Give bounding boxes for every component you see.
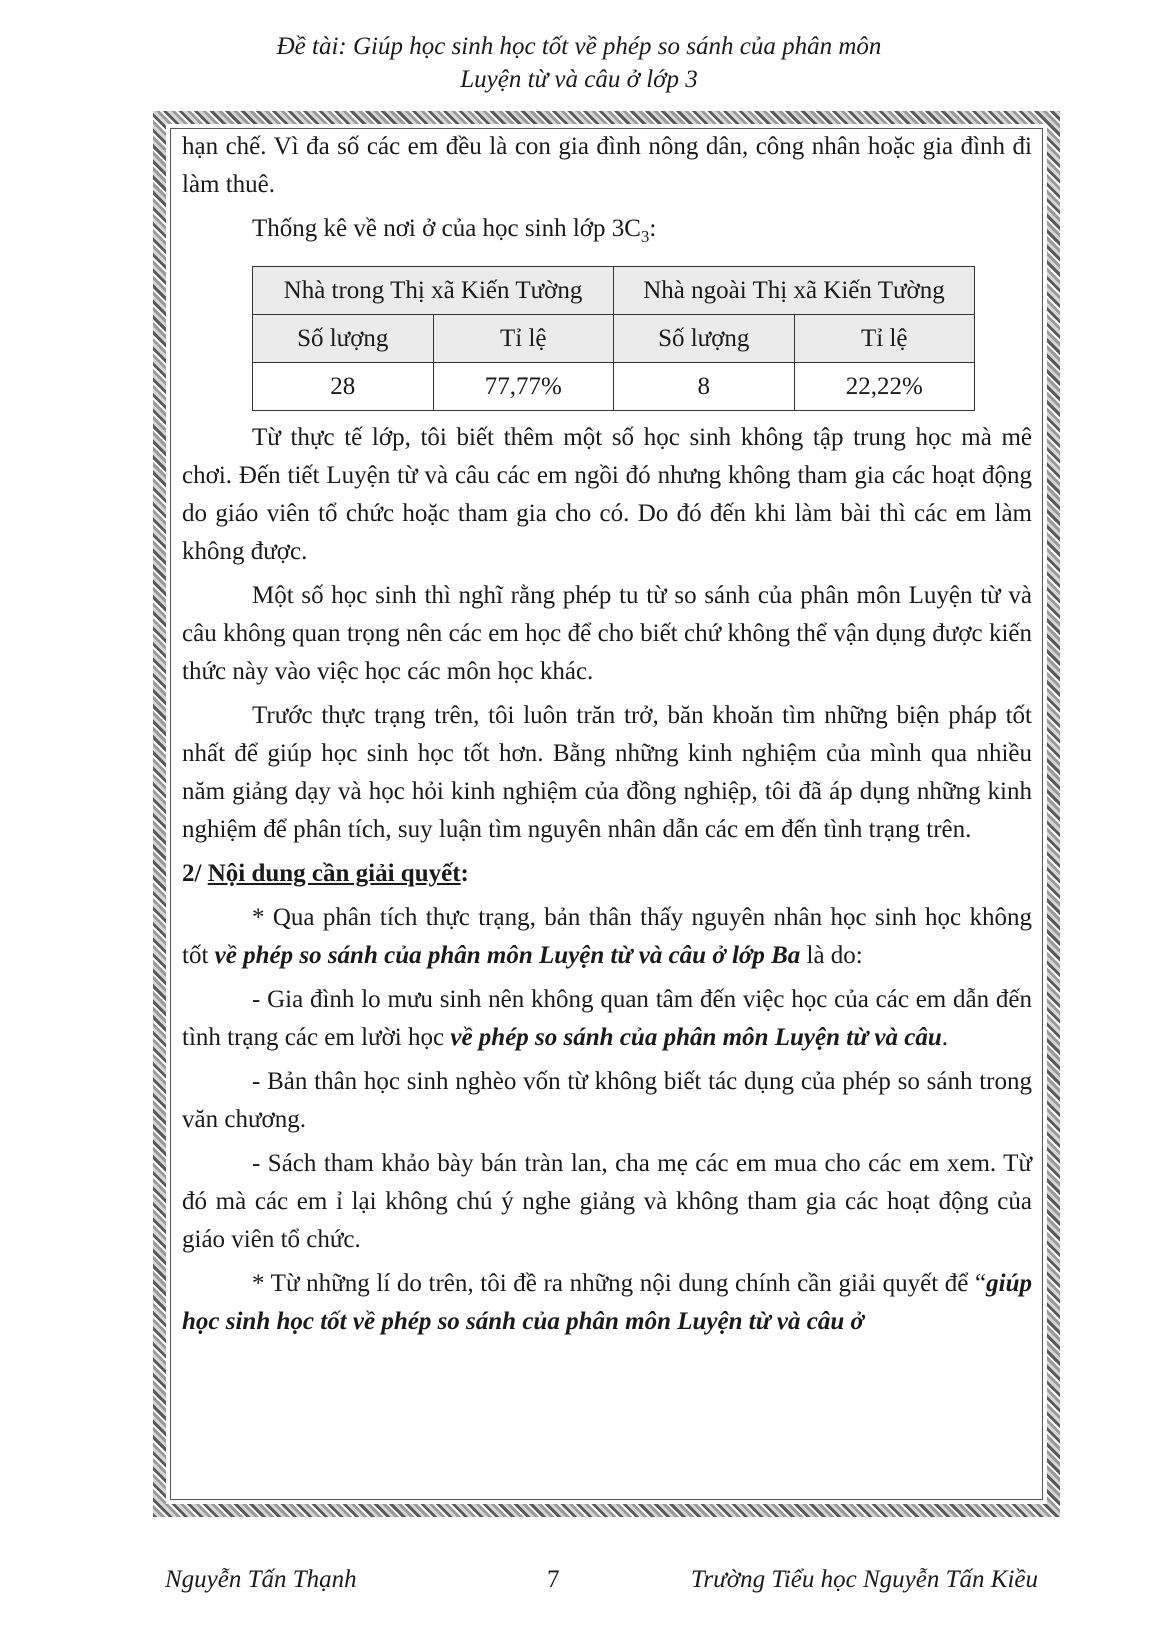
- paragraph-2: Từ thực tế lớp, tôi biết thêm một số học sinh không tập trung học mà mê chơi. Đến tiết Luyện từ và câu các em ngồi đó nhưng không tham gia các hoạt động do giáo viên tổ chức hoặc tham gia cho có. Do đó đến khi làm bài thì các em làm không được.: [182, 424, 1032, 565]
- paragraph-5-emphasis: về phép so sánh của phân môn Luyện từ và câu ở lớp Ba: [214, 942, 801, 969]
- paragraph-9: [182, 1265, 1032, 1341]
- stat-intro-text: Thống kê về nơi ở của học sinh lớp 3C: [252, 215, 641, 242]
- footer-page-number: 7: [547, 1566, 560, 1593]
- table-group-inside: Nhà trong Thị xã Kiến Tường: [253, 267, 614, 315]
- paragraph-6: [182, 981, 1032, 1057]
- paragraph-9-emphasis: giúp học sinh học tốt về phép so sánh của phân môn Luyện từ và câu ở: [182, 1270, 1032, 1335]
- table-group-outside: Nhà ngoài Thị xã Kiến Tường: [614, 267, 975, 315]
- paragraph-7: - Bản thân học sinh nghèo vốn từ không biết tác dụng của phép so sánh trong văn chương.: [182, 1068, 1032, 1133]
- table-cell: 28: [253, 363, 434, 411]
- table-cell: 8: [614, 363, 795, 411]
- paragraph-4: Trước thực trạng trên, tôi luôn trăn trở, băn khoăn tìm những biện pháp tốt nhất để giúp học sinh học tốt hơn. Bằng những kinh nghiệm của mình qua nhiều năm giảng dạy và học hỏi kinh nghiệm của đồng nghiệp, tôi đã áp dụng những kinh nghiệm để phân tích, suy luận tìm nguyên nhân dẫn các em đến tình trạng trên.: [182, 702, 1032, 843]
- document-body: [182, 128, 1032, 1341]
- stat-intro-colon: :: [649, 215, 657, 242]
- table-col-ratio-1: Tỉ lệ: [433, 315, 614, 363]
- section-number: 2/: [182, 860, 208, 887]
- residence-table-wrap: [252, 266, 1032, 411]
- paragraph-1: hạn chế. Vì đa số các em đều là con gia đình nông dân, công nhân hoặc gia đình đi làm thuê.: [182, 133, 1032, 198]
- table-col-count-2: Số lượng: [614, 315, 795, 363]
- footer-author: Nguyễn Tấn Thạnh: [165, 1566, 357, 1593]
- paragraph-6-text: - Gia đình lo mưu sinh nên không quan tâm đến việc học của các em dẫn đến tình trạng các em lười học: [182, 986, 1032, 1051]
- page-header: [0, 30, 1158, 96]
- section-heading: [182, 855, 1032, 893]
- paragraph-6-end: .: [941, 1024, 949, 1051]
- header-line-1: Đề tài: Giúp học sinh học tốt về phép so sánh của phân môn: [276, 33, 882, 60]
- table-col-count-1: Số lượng: [253, 315, 434, 363]
- footer-school: Trường Tiểu học Nguyễn Tấn Kiều: [690, 1566, 1038, 1593]
- paragraph-5-end: là do:: [800, 942, 863, 969]
- table-row: [253, 363, 975, 411]
- section-title: Nội dung cần giải quyết: [207, 860, 461, 887]
- table-col-ratio-2: Tỉ lệ: [794, 315, 975, 363]
- paragraph-6-emphasis: về phép so sánh của phân môn Luyện từ và câu: [450, 1024, 942, 1051]
- paragraph-3: Một số học sinh thì nghĩ rằng phép tu từ so sánh của phân môn Luyện từ và câu không quan trọng nên các em học để cho biết chứ không thể vận dụng được kiến thức này vào việc học các môn học khác.: [182, 582, 1032, 685]
- stat-intro-subscript: 3: [640, 227, 650, 246]
- section-colon: :: [460, 860, 469, 887]
- paragraph-9-text: * Từ những lí do trên, tôi đề ra những nội dung chính cần giải quyết để “: [252, 1270, 987, 1297]
- paragraph-8: - Sách tham khảo bày bán tràn lan, cha mẹ các em mua cho các em xem. Từ đó mà các em ỉ lại không chú ý nghe giảng và không tham gia các hoạt động của giáo viên tổ chức.: [182, 1150, 1032, 1253]
- table-subheader-row: [253, 315, 975, 363]
- table-cell: 77,77%: [433, 363, 614, 411]
- header-line-2: Luyện từ và câu ở lớp 3: [460, 66, 698, 93]
- paragraph-5: [182, 899, 1032, 975]
- table-cell: 22,22%: [794, 363, 975, 411]
- stat-intro: [182, 210, 1032, 256]
- residence-table: [252, 266, 975, 411]
- paragraph-5-text: * Qua phân tích thực trạng, bản thân thấy nguyên nhân học sinh học không tốt: [182, 904, 1032, 969]
- table-header-row: [253, 267, 975, 315]
